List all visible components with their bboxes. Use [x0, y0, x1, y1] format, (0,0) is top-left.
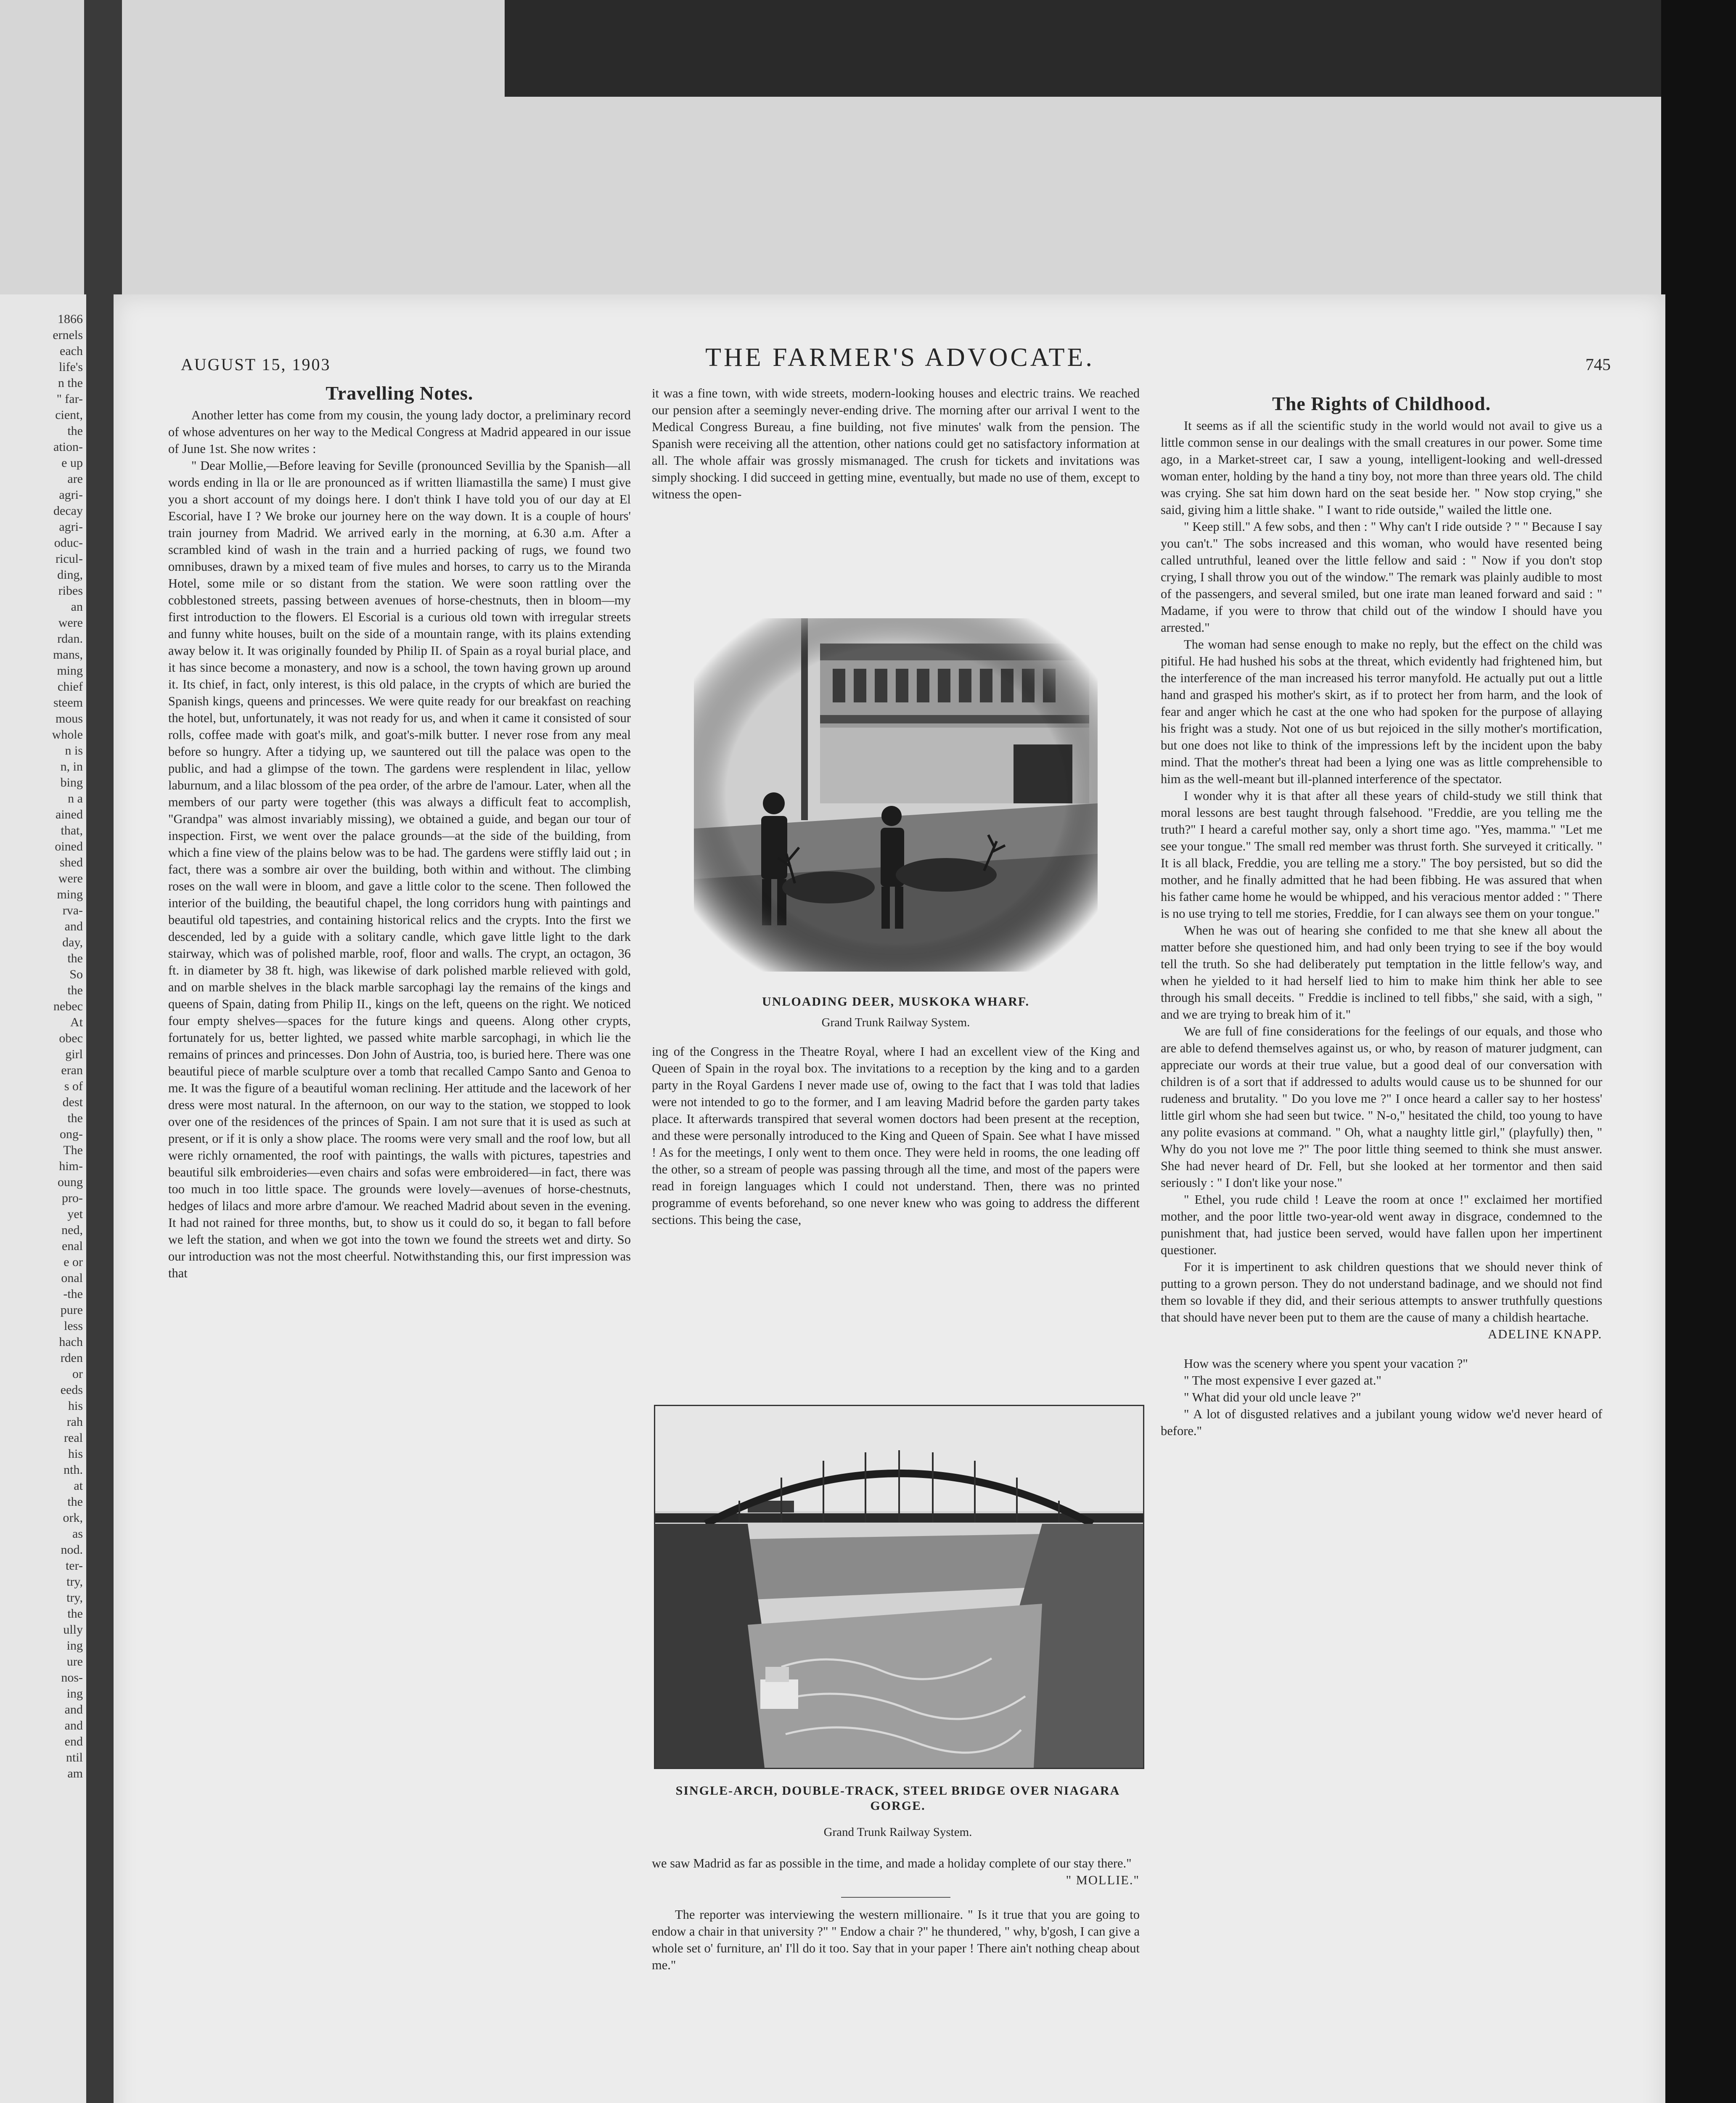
- childhood-paragraph-5: When he was out of hearing she confided to me that she knew all about the matter before she questioned him, and had only been trying to see if the boy would tell the truth. So she had deliberately put temptation in the little fellow's way, and when he yielded to it had herself lied to him to make him think her able to see through his small deceits. " Freddie is inclined to tell fibbs," she said, with a sigh, " and we are trying to break him of it.": [1161, 923, 1602, 1022]
- childhood-paragraph-1: It seems as if all the scientific study in the world would not avail to give us a little common sense in our dealings with the small creatures in our power. Some time ago, in a Market-street car, I saw a young, intelligent-looking and well-dressed woman enter, holding by the hand a tiny boy, not more than three years old. The child was crying. She sat him down hard on the seat beside her. " Now stop crying," she said, giving him a little shake. " I want to ride outside," wailed the little one.: [1161, 418, 1602, 517]
- column-2-bottom: [652, 1855, 1140, 1973]
- joke-uncle-answer: " A lot of disgusted relatives and a jubilant young widow we'd never heard of before.": [1161, 1407, 1602, 1438]
- previous-page-edge: [0, 294, 86, 2103]
- childhood-paragraph-2: " Keep still." A few sobs, and then : " Why can't I ride outside ? " " Because I say you can't." The sobs increased and this woman, who would have resented being called untruthful, leaned over the little fellow and said : " Now if you don't stop crying, I shall throw you out of the window." The remark was plainly audible to most of the passengers, and several smiled, but one irate man leaned forward and said : " Madame, if you were to throw that child out of the window I should have you arrested.": [1161, 519, 1602, 635]
- joke-uncle-question: " What did your old uncle leave ?": [1184, 1390, 1361, 1404]
- previous-page-text: 1866 ernels each life's n the " far- cient, the ation- e up are agri- decay agri- oduc- ricul- ding, ribes an were rdan. mans, ming chief steem mous whole n is n, in bing n a ained that, oined shed were ming rva- and day, the So the nebec At obec girl eran s of dest the ong- The him- oung pro- yet ned, enal e or onal -the pure less hach rden or eeds his rah real his nth. at the ork, as nod. ter- try, try, the ully ing ure nos- ing and and end ntil am: [52, 312, 83, 1780]
- newspaper-page: [114, 294, 1665, 2103]
- childhood-paragraph-4: I wonder why it is that after all these years of child-study we still think that moral lessons are best taught through falsehood. "Freddie, are you telling me the truth?" I heard a careful mother say, only a short time ago. "Yes, mamma." "Let me see your tongue." The small red member was thrust forth. She surveyed it critically. " It is all black, Freddie, you are telling me a story." The boy persisted, but so did the mother, and he finally admitted that he had been fibbing. He was assured that when his father came home he would be whipped, and his veracious mentor added : " There is no use trying to tell me stories, Freddie, for I can always see them on your tongue.": [1161, 789, 1602, 921]
- column-1: [168, 382, 631, 1282]
- masthead-title: THE FARMER'S ADVOCATE.: [705, 343, 1095, 372]
- article-intro: Another letter has come from my cousin, the young lady doctor, a preliminary record of whose adventures on her way to the Medical Congress at Madrid appeared in our issue of June 1st. She now writes :: [168, 408, 631, 456]
- article-title-rights-of-childhood: The Rights of Childhood.: [1272, 393, 1491, 414]
- joke-vacation-answer: " The most expensive I ever gazed at.": [1184, 1373, 1381, 1388]
- page-number: 745: [1585, 355, 1611, 374]
- photo-unloading-deer: [694, 618, 1098, 972]
- article-title-travelling-notes: Travelling Notes.: [326, 382, 474, 404]
- scanner-shadow-top: [505, 0, 1736, 97]
- childhood-paragraph-6: We are full of fine considerations for the feelings of our equals, and those who are able to defend themselves against us, or who, by reason of maturer judgment, can appreciate our words at their true value, but a good deal of our conversation with children is of a sort that if addressed to adults would cause us to be shunned for our rudeness and brutality. " Do you love me ?" I once heard a caller say to her hostess' little girl whom she had seen but twice. " N-o," hesitated the child, too young to have any polite evasions at command. " Oh, what a naughty little girl," (playfully) then, " Why do you not love me ?" The poor little thing seemed to think she must answer. She had never heard of Dr. Fell, but she looked at her tormentor and then said seriously : " I don't like your nose.": [1161, 1024, 1602, 1190]
- photo-credit-niagara-bridge: Grand Trunk Railway System.: [823, 1825, 972, 1839]
- article-body-part-1: " Dear Mollie,—Before leaving for Seville (pronounced Sevillia by the Spanish—all words ending in lla or lle are pronounced as if written lliamastilla the same) I must give you a short account of my doings here. I don't think I have told you of our day at El Escorial, have I ? We broke our journey here on the way down. It is a couple of hours' train journey from Madrid. We arrived early in the morning, at 6.30 a.m. After a scrambled kind of wash in the train and a hurried packing of rugs, we found two omnibuses, drawn by a mixed team of five mules and horses, to carry us to the Miranda Hotel, some mile or so distant from the station. We were soon rattling over the cobblestoned streets, passing between avenues of horse-chestnuts, then in bloom—my first introduction to the flowers. El Escorial is a curious old town with irregular streets and funny white houses, built on the side of a mountain range, with its plains extending away below it. It was originally founded by Philip II. of Spain as a royal burial place, and it has since become a monastery, and now is a school, the town having grown up around it. Its chief, in fact, only interest, is this old palace, in the crypts of which are buried the Spanish kings, queens and princesses. We were quite ready for our breakfast on reaching the hotel, but, unfortunately, it was not ready for us, and when it came it consisted of sour rolls, coffee made with goat's milk, and goat's-milk butter. I never rose from any meal before so hungry. After a tidying up, we sauntered out till the palace was open to the public, and had a glimpse of the town. The gardens were resplendent in lilac, yellow laburnum, and a lilac blossom of the pea order, of the arbre de l'amour. Later, when all the members of our party were together (this was always a difficult feat to accomplish, "Grandpa" was almost invariably missing), we obtained a guide, and began our tour of inspection. First, we went over the palace grounds—at the side of the building, from which a fine view of the plains below was to be had. The gardens were stiffly laid out ; in fact, there was a sombre air over the building, both within and without. The climbing roses on the wall were in bloom, and gave a little color to the scene. Then followed the interior of the building, the beautiful chapel, the long corridors hung with paintings and beautiful old tapestries, and containing historical relics and the crypts. Into the first we descended, led by a guide with a solitary candle, which gave little light to the dark stairway, which was of polished marble, roof, floor and walls. The crypt, an octagon, 36 ft. in diameter by 38 ft. high, was likewise of dark polished marble relieved with gold, and on marble shelves in the black marble sarcophagi lay the remains of the kings and queens of Spain, dating from Philip II., kings on the left, queens on the right. We noticed four empty shelves—spaces for the future kings and queens. Along other crypts, fortunately for us, better lighted, we passed white marble sarcophagi, in which lie the remains of princes and princesses. Don John of Austria, too, is buried here. There was one beautiful piece of marble sculpture over a tomb that recalled Campo Santo and Genoa to me. It was the figure of a beautiful woman reclining. Her attitude and the lacework of her dress were most natural. In the afternoon, on our way to the station, we stopped to look over one of the residences of the princes of Spain. I am not sure that it is used as such at present, or if it is only a show place. The rooms were very small and the roof low, but all were richly ornamented, the roof with paintings, the walls with pictures, tapestries and beautiful silk embroideries—even chairs and sofas were embroidered—in fact, there was too much in too little space. The grounds were lovely—avenues of horse-chestnuts, hedges of lilacs and more arbre d'amour. We reached Madrid about seven in the evening. It had not rained for three months, but, to show us it could do so, it began to fall before we left the station, and when we got into the town we found the streets wet and dirty. So our introduction was not the most cheerful. Notwithstanding this, our first impression was that: [168, 458, 631, 1280]
- column-3: [1161, 385, 1602, 1439]
- photo-credit-unloading-deer: Grand Trunk Railway System.: [821, 1016, 970, 1029]
- childhood-paragraph-3: The woman had sense enough to make no reply, but the effect on the child was pitiful. He had hushed his sobs at the threat, which evidently had frightened him, but the interference of the man increased his terror manyfold. He actually put out a little hand and grasped his mother's skirt, as if to protect her from harm, and the look of fear and anger which he cast at the one who had spoken for the purpose of allaying his fright was a study. Not one of us but rejoiced in the silly mother's mortification, but one does not like to think of the impressions left by the incident upon the baby mind. That the mother's threat had been a lying one was as little comprehensible to him as the well-meant but ill-planned interference of the spectator.: [1161, 637, 1602, 786]
- childhood-paragraph-8: For it is impertinent to ask children questions that we should never think of putting to a grown person. They do not understand badinage, and we should not find them so lovable if they did, and their serious attempts to answer truthfully questions that should have never been put to them are the cause of many a childish heartache.: [1161, 1260, 1602, 1324]
- article-body-part-2: it was a fine town, with wide streets, modern-looking houses and electric trains. We reached our pension after a seemingly never-ending drive. The morning after our arrival I went to the Medical Congress Bureau, a fine building, not five minutes' walk from the pension. The Spanish were receiving all the attention, other nations could get no satisfactory information at all. The whole affair was grossly mismanaged. The crush for tickets and invitations was simply shocking. I did succeed in getting mine, eventually, but made no use of them, except to witness the open-: [652, 386, 1140, 501]
- article-signature-mollie: " MOLLIE.": [1066, 1873, 1140, 1887]
- joke-millionaire: The reporter was interviewing the western millionaire. " Is it true that you are going to endow a chair in that university ?" " Endow a chair ?" he thundered, " why, b'gosh, I can give a whole set o' furniture, an' I'll do it too. Say that in your paper ! There ain't nothing cheap about me.": [652, 1907, 1140, 1972]
- issue-date: AUGUST 15, 1903: [181, 355, 331, 374]
- scanner-shadow-right: [1661, 0, 1736, 2103]
- photo-niagara-bridge: [654, 1405, 1144, 1769]
- column-2-continued: [652, 1043, 1140, 1228]
- page-header: [181, 343, 1619, 381]
- column-2: [652, 385, 1140, 503]
- section-divider: [841, 1897, 950, 1898]
- photo-caption-unloading-deer: UNLOADING DEER, MUSKOKA WHARF.: [762, 995, 1029, 1009]
- article-signature-knapp: ADELINE KNAPP.: [1488, 1327, 1602, 1341]
- article-body-part-3: ing of the Congress in the Theatre Royal, where I had an excellent view of the King and Queen of Spain in the royal box. The invitations to a reception by the king and to a garden party in the Royal Gardens I never made use of, owing to the fact that I was told that ladies were not intended to go to the former, and I am leaving Madrid before the garden party takes place. It afterwards transpired that several women doctors had been present at the reception, and these were personally introduced to the King and Queen of Spain. See what I have missed ! As for the meetings, I only went to them once. They were held in rooms, the one leading off the other, so a stream of people was passing through all the time, and most of the papers were read in foreign languages which I could not understand. Then, there was no printed programme of events beforehand, so one never knew who was going to address the different sections. This being the case,: [652, 1044, 1140, 1227]
- joke-vacation-question: How was the scenery where you spent your vacation ?": [1184, 1356, 1468, 1371]
- photo-caption-niagara-bridge: SINGLE-ARCH, DOUBLE-TRACK, STEEL BRIDGE OVER NIAGARA GORGE.: [675, 1784, 1120, 1813]
- article-body-part-4: we saw Madrid as far as possible in the time, and made a holiday complete of our stay there.": [652, 1856, 1132, 1870]
- childhood-paragraph-7: " Ethel, you rude child ! Leave the room at once !" exclaimed her mortified mother, and the poor little two-year-old went away in disgrace, condemned to the punishment that, had justice been served, would have fallen upon her impertinent questioner.: [1161, 1192, 1602, 1257]
